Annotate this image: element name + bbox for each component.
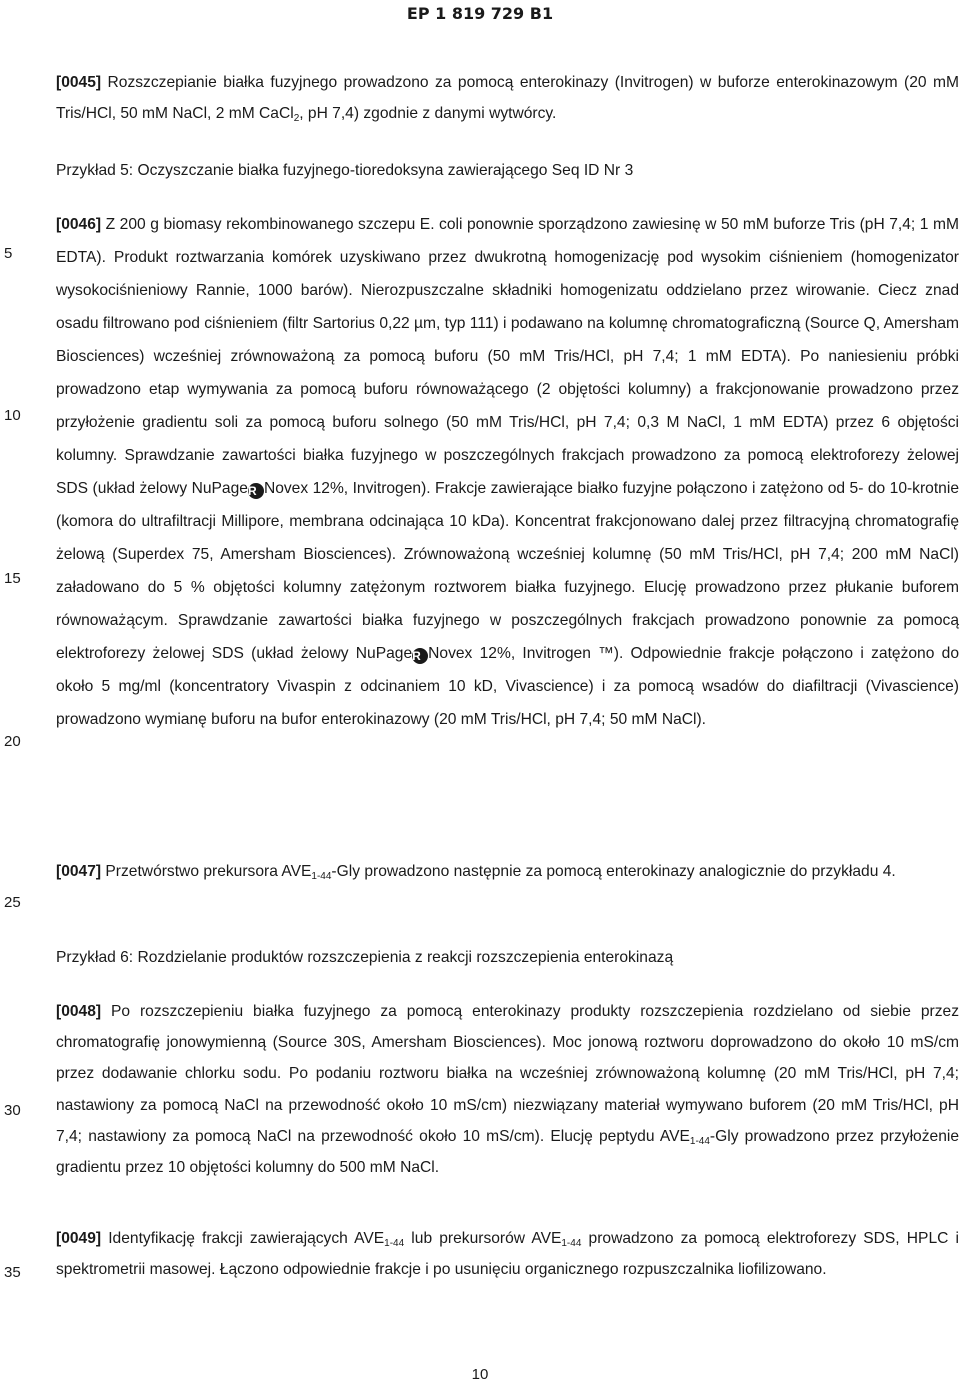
paragraph-0046: [0046] Z 200 g biomasy rekombinowanego szczepu E. coli ponownie sporządzono zawiesinę w 50 mM buforze Tris (pH 7,4; 1 mM EDTA). Produkt roztwarzania komórek uzyskiwano przez dwukrotną homogenizację pod wysokim ciśnieniem (homogenizator wysokociśnieniowy Rannie, 1000 barów). Nierozpuszczalne składniki homogenizatu oddzielano przez wirowanie. Ciecz znad osadu filtrowano pod ciśnieniem (filtr Sartorius 0,22 µm, typ 111) i podawano na kolumnę chromatograficzną (Source Q, Amersham Biosciences) wcześniej zrównoważoną za pomocą buforu (50 mM Tris/HCl, pH 7,4; 1 mM EDTA). Po naniesieniu próbki prowadzono etap wymywania za pomocą buforu równoważącego (2 objętości kolumny) a frakcjonowanie prowadzono przez przyłożenie gradientu soli za pomocą buforu solnego (50 mM Tris/HCl, pH 7,4; 0,3 M NaCl, 1 mM EDTA) przez 6 objętości kolumny. Sprawdzanie zawartości białka fuzyjnego w poszczególnych frakcjach prowadzono za pomocą elektroforezy żelowej SDS (układ żelowy NuPageR Novex 12%, Invitrogen). Frakcje zawierające białko fuzyjne połączono i zatężono od 5- do 10-krotnie (komora do ultrafiltracji Millipore, membrana odcinająca 10 kDa). Koncentrat frakcjonowano dalej przez filtracyjną chromatografię żelową (Superdex 75, Amersham Biosciences). Zrównoważoną wcześniej kolumnę (50 mM Tris/HCl, pH 7,4; 200 mM NaCl) załadowano do 5 % objętości kolumny zatężonym roztworem białka fuzyjnego. Elucję prowadzono przez płukanie buforem równoważącym. Sprawdzanie zawartości białka fuzyjnego w poszczególnych frakcjach prowadzono ponownie za pomocą elektroforezy żelowej SDS (układ żelowy NuPageR Novex 12%, Invitrogen ™). Odpowiednie frakcje połączono i zatężono do około 5 mg/ml (koncentratory Vivaspin z odcinaniem 10 kD, Vivascience) i za pomocą wsadów do diafiltracji (Vivascience) prowadzono wymianę buforu na bufor enterokinazowy (20 mM Tris/HCl, pH 7,4; 50 mM NaCl). <box>56 216 959 728</box>
paragraph-0045: [0045] Rozszczepianie białka fuzyjnego prowadzono za pomocą enterokinazy (Invitrogen) w buforze enterokinazowym (20 mM Tris/HCl, 50 mM NaCl, 2 mM CaCl$_2$, pH 7,4) zgodnie z danymi wytwórcy. <box>56 74 959 125</box>
registered-mark-icon: R <box>248 483 264 499</box>
line-number: 35 <box>4 1264 21 1281</box>
line-number: 5 <box>4 245 13 262</box>
paragraph-ref: [0045] <box>56 74 102 91</box>
paragraph-0047: [0047] Przetwórstwo prekursora $AVE_{1-44}$-Gly prowadzono następnie za pomocą enterokinazy analogicznie do przykładu 4. <box>56 863 896 882</box>
line-number: 30 <box>4 1102 21 1119</box>
paragraph-ref: [0047] <box>56 863 102 880</box>
paragraph-ref: [0049] <box>56 1230 102 1247</box>
line-number: 20 <box>4 733 21 750</box>
paragraph-0049: [0049] Identyfikację frakcji zawierających $AVE_{1-44}$ lub prekursorów $AVE_{1-44}$ prowadzono za pomocą elektroforezy SDS, HPLC i spektrometrii masowej. Łączono odpowiednie frakcje i po usunięciu organicznego rozpuszczalnika liofilizowano. <box>56 1230 959 1279</box>
paragraph-ref: [0048] <box>56 1003 102 1020</box>
line-number: 15 <box>4 570 21 587</box>
patent-number-header: EP 1 819 729 B1 <box>406 4 554 23</box>
example-6-heading: Przykład 6: Rozdzielanie produktów rozszczepienia z reakcji rozszczepienia enterokinazą <box>56 949 674 966</box>
line-number: 25 <box>4 894 21 911</box>
line-number: 10 <box>4 407 21 424</box>
registered-mark-icon: R <box>412 648 428 664</box>
example-5-heading: Przykład 5: Oczyszczanie białka fuzyjnego-tioredoksyna zawierającego Seq ID Nr 3 <box>56 162 634 179</box>
page-number: 10 <box>471 1366 489 1383</box>
paragraph-0048: [0048] Po rozszczepieniu białka fuzyjnego za pomocą enterokinazy produkty rozszczepienia rozdzielano od siebie przez chromatografię jonowymienną (Source 30S, Amersham Biosciences). Moc jonową roztworu doprowadzono do około 10 mS/cm przez dodawanie chlorku sodu. Po podaniu roztworu białka na wcześniej zrównoważoną kolumnę (20 mM Tris/HCl, pH 7,4; nastawiony za pomocą NaCl na przewodność około 10 mS/cm) niezwiązany materiał wymywano buforem (20 mM Tris/HCl, pH 7,4; nastawiony za pomocą NaCl na przewodność około 10 mS/cm). Elucję peptydu $AVE_{1-44}$-Gly prowadzono przez przyłożenie gradientu przez 10 objętości kolumny do 500 mM NaCl. <box>56 1003 960 1177</box>
paragraph-ref: [0046] <box>56 216 102 233</box>
